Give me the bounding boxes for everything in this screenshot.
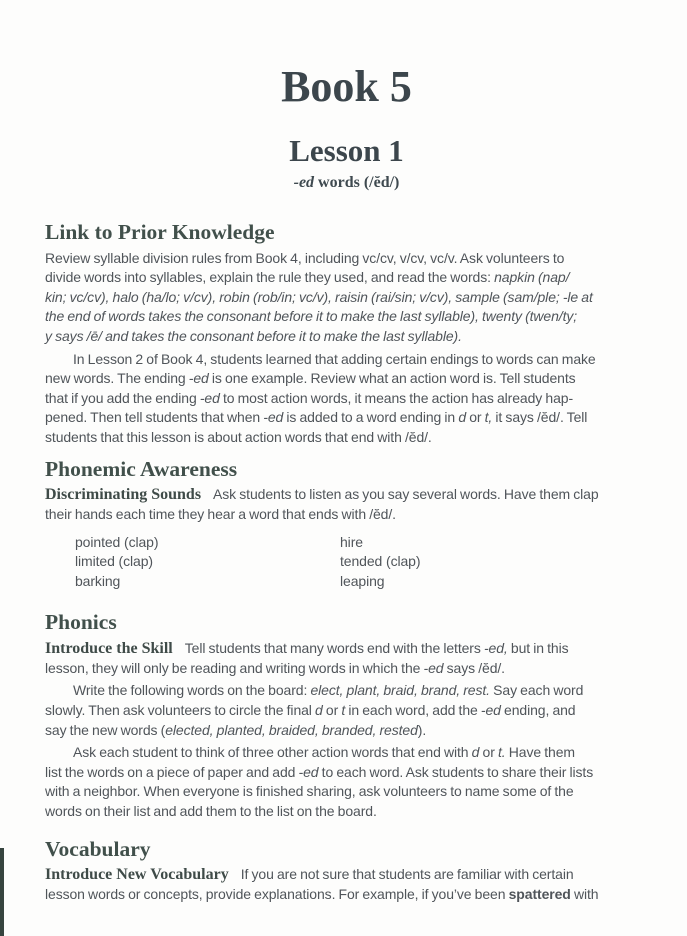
activity-label-introduce-new-vocabulary: Introduce New Vocabulary [45,866,229,884]
section-link-to-prior-knowledge [45,219,648,448]
paragraph [45,865,648,904]
section-vocabulary [45,836,648,905]
word-item: hire [340,533,363,550]
activity-label-discriminating-sounds: Discriminating Sounds [45,486,202,504]
paragraph: Write the following words on the board: elect, plant, braid, brand, rest. Say each word slowly. Then ask volunteers to circle the final d or t in each word, add the -ed ending, and say the new words (elected, planted, braided, branded, rested). [45,682,584,738]
word-item: tended (clap) [340,553,421,570]
word-item: leaping [340,572,385,589]
activity-text: Ask students to listen as you say several words. Have them clap their hands each time they hear a word that ends with /ĕd/. [45,486,599,523]
paragraph [45,639,648,678]
word-list-left-column [75,533,340,592]
activity-text: Tell students that many words end with the letters -ed, but in this lesson, they will only be reading and writing words in which the -ed says /ĕd/. [45,640,569,676]
section-heading-phonemic-awareness: Phonemic Awareness [45,456,238,481]
section-phonemic-awareness [45,456,648,592]
section-heading-link-to-prior-knowledge: Link to Prior Knowledge [45,219,275,244]
page-content [0,64,687,905]
paragraph [45,485,648,524]
lesson-title: Lesson 1 [289,133,404,169]
word-item: barking [75,572,121,589]
section-heading-phonics: Phonics [45,610,117,635]
paragraph: Review syllable division rules from Book 4, including vc/cv, v/cv, vc/v. Ask volunteers to divide words into syllables, explain the rule they used, and read the words: napkin (nap/ kin; vc/cv), halo (ha/lo; v/cv), robin (rob/in; vc/v), raisin (rai/sin; v/cv), sample (sam/ple; -le at the end of words takes the consonant before it to make the last syllable), twenty (twen/ty; y says /ē/ and takes the consonant before it to make the last syllable). [45,249,593,344]
scan-edge-artifact [0,848,4,936]
word-item: limited (clap) [75,553,153,570]
section-phonics [45,609,648,821]
lesson-subtitle: -ed words (/ĕd/) [293,173,400,191]
word-list-right-column [340,533,420,592]
word-list [75,533,648,592]
activity-text: If you are not sure that students are familiar with certain lesson words or concepts, provide explanations. For example, if you’ve been spattered with [45,866,599,903]
book-title: Book 5 [281,62,412,111]
word-item: pointed (clap) [75,533,159,550]
paragraph: In Lesson 2 of Book 4, students learned that adding certain endings to words can make new words. The ending -ed is one example. Review what an action word is. Tell students that if you add the ending -ed to most action words, it means the action has already hap- pened. Then tell students that when -ed is added to a word ending in d or t, it says /ĕd/. Tell students that this lesson is about action words that end with /ĕd/. [45,350,596,445]
paragraph: Ask each student to think of three other action words that end with d or t. Have them list the words on a piece of paper and add -ed to each word. Ask students to share their lists with a neighbor. When everyone is finished sharing, ask volunteers to name some of the words on their list and add them to the list on the board. [45,744,594,820]
section-heading-vocabulary: Vocabulary [45,836,151,861]
activity-label-introduce-the-skill: Introduce the Skill [45,640,173,658]
